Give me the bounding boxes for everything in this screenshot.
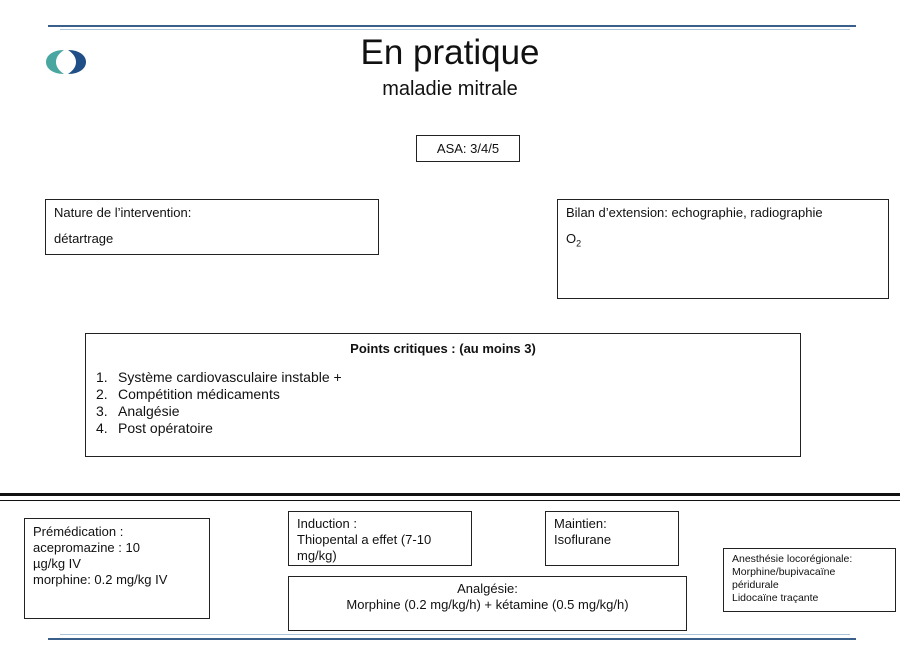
section-divider-thick	[0, 493, 900, 496]
nature-intervention-box	[45, 199, 379, 255]
nature-value: détartrage	[54, 231, 114, 246]
list-item-number: 2.	[96, 386, 108, 402]
anesthesie-line2: péridurale	[732, 579, 779, 591]
page-title: En pratique	[360, 33, 540, 72]
maintien-box	[545, 511, 679, 566]
bilan-label: Bilan d’extension: echographie, radiographie	[566, 205, 823, 220]
points-heading: Points critiques : (au moins 3)	[350, 341, 536, 356]
list-item-text: Système cardiovasculaire instable +	[118, 369, 342, 385]
induction-line1: Thiopental a effet (7-10	[297, 532, 432, 547]
induction-box	[288, 511, 472, 566]
top-rule-light	[60, 29, 850, 30]
anesthesie-line1: Morphine/bupivacaïne	[732, 566, 836, 578]
premedication-line2: µg/kg IV	[33, 556, 81, 571]
nature-label: Nature de l’intervention:	[54, 205, 192, 220]
premedication-line1: acepromazine : 10	[33, 540, 140, 555]
points-critiques-box	[85, 333, 801, 457]
bottom-rule-light	[60, 634, 850, 635]
maintien-label: Maintien:	[554, 516, 607, 531]
premedication-line3: morphine: 0.2 mg/kg IV	[33, 572, 168, 587]
anesthesie-label: Anesthésie locorégionale:	[732, 553, 853, 565]
induction-label: Induction :	[297, 516, 357, 531]
asa-value: ASA: 3/4/5	[436, 141, 500, 156]
list-item-number: 3.	[96, 403, 108, 419]
section-divider-thin	[0, 500, 900, 501]
list-item-number: 4.	[96, 420, 108, 436]
top-rule	[48, 25, 856, 27]
premedication-box	[24, 518, 210, 619]
anesthesie-line3: Lidocaïne traçante	[732, 592, 819, 604]
analgesie-box	[288, 576, 687, 631]
induction-line2: mg/kg)	[297, 548, 337, 563]
page-subtitle: maladie mitrale	[382, 78, 518, 100]
list-item	[96, 369, 790, 386]
list-item	[96, 403, 790, 420]
analgesie-value: Morphine (0.2 mg/kg/h) + kétamine (0.5 mg/kg/h)	[346, 597, 629, 612]
maintien-value: Isoflurane	[554, 532, 612, 547]
list-item-text: Post opératoire	[118, 420, 213, 436]
points-list	[96, 369, 790, 437]
list-item	[96, 386, 790, 403]
list-item	[96, 420, 790, 437]
bilan-extension-box	[557, 199, 889, 299]
list-item-text: Compétition médicaments	[118, 386, 280, 402]
bottom-rule	[48, 638, 856, 640]
anesthesie-locoregionale-box	[723, 548, 896, 612]
asa-box	[416, 135, 520, 162]
premedication-label: Prémédication :	[33, 524, 124, 539]
bilan-value	[566, 231, 880, 252]
bilan-value-main: O	[566, 231, 577, 246]
list-item-number: 1.	[96, 369, 108, 385]
analgesie-label: Analgésie:	[457, 581, 518, 596]
bilan-value-sub: 2	[576, 238, 582, 249]
list-item-text: Analgésie	[118, 403, 180, 419]
